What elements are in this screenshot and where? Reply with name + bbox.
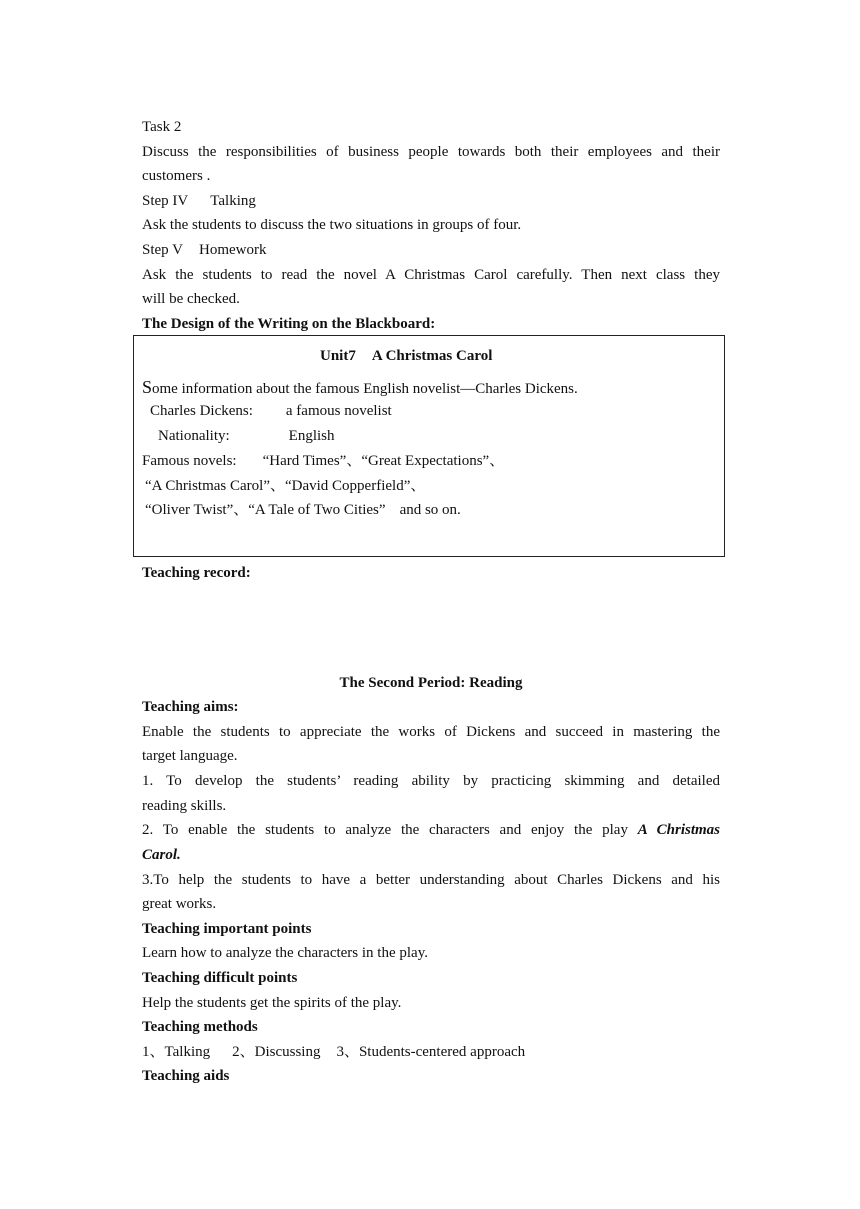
aim1-line2: reading skills.	[142, 798, 227, 814]
step5-text-line1: Ask the students to read the novel A Christmas Carol carefully. Then next class they	[142, 267, 720, 283]
step5-heading	[142, 240, 720, 260]
nationality-value: English	[288, 428, 335, 444]
step5-title: Homework	[198, 242, 267, 258]
aims-text-line2: target language.	[142, 748, 238, 764]
nationality-label: Nationality:	[158, 428, 230, 444]
method-2: 2、Discussing	[232, 1044, 321, 1060]
important-points-text: Learn how to analyze the characters in the play.	[142, 945, 428, 961]
step4-text: Ask the students to discuss the two situations in groups of four.	[142, 217, 522, 233]
step4-heading	[142, 191, 720, 211]
step5-text-line2: will be checked.	[142, 291, 240, 307]
blackboard-unit-name: A Christmas Carol	[371, 348, 493, 364]
blackboard-intro	[142, 377, 578, 399]
aims-heading: Teaching aims:	[142, 699, 239, 715]
task2-text-line2: customers .	[142, 168, 211, 184]
aim2-title-part2: Carol.	[142, 847, 181, 863]
aim2-title-part1: A Christmas	[637, 822, 721, 838]
methods-heading: Teaching methods	[142, 1019, 258, 1035]
aim3-line2: great works.	[142, 896, 217, 912]
novels-line3-end: and so on.	[399, 502, 461, 518]
novels-line1: “Hard Times”、“Great Expectations”、	[262, 453, 505, 469]
task2-label: Task 2	[142, 119, 182, 135]
second-period-heading: The Second Period: Reading	[339, 675, 523, 691]
design-heading: The Design of the Writing on the Blackboard:	[142, 316, 436, 332]
aids-heading: Teaching aids	[142, 1068, 230, 1084]
novels-label: Famous novels:	[142, 453, 237, 469]
novels-line3-titles: “Oliver Twist”、“A Tale of Two Cities”	[145, 502, 386, 518]
intro-rest: ome information about the famous English novelist—Charles Dickens.	[152, 381, 578, 397]
aims-text-line1: Enable the students to appreciate the works of Dickens and succeed in mastering the	[142, 724, 720, 740]
task2-text-line1: Discuss the responsibilities of business people towards both their employees and their	[142, 144, 720, 160]
teaching-record-heading: Teaching record:	[142, 565, 251, 581]
dickens-label: Charles Dickens:	[150, 403, 253, 419]
aim1-line1: 1. To develop the students’ reading ability by practicing skimming and detailed	[142, 773, 720, 789]
aim3-line1: 3.To help the students to have a better understanding about Charles Dickens and his	[142, 872, 720, 888]
step5-label: Step V	[142, 242, 183, 258]
dickens-value: a famous novelist	[285, 403, 392, 419]
aim2-line1	[142, 820, 720, 840]
step4-label: Step IV	[142, 193, 189, 209]
intro-first-letter: S	[142, 377, 153, 397]
methods-list	[142, 1042, 720, 1062]
dickens-row	[150, 401, 392, 421]
blackboard-title	[320, 346, 492, 366]
method-3: 3、Students-centered approach	[336, 1044, 526, 1060]
aim2-text: 2. To enable the students to analyze the characters and enjoy the play	[142, 822, 628, 838]
difficult-points-heading: Teaching difficult points	[142, 970, 298, 986]
blackboard-design-box	[133, 335, 725, 557]
novels-line2: “A Christmas Carol”、“David Copperfield”、	[145, 478, 426, 494]
important-points-heading: Teaching important points	[142, 921, 312, 937]
novels-row	[142, 451, 504, 471]
novels-line3	[145, 500, 461, 520]
method-1: 1、Talking	[142, 1044, 211, 1060]
step4-title: Talking	[210, 193, 256, 209]
nationality-row	[158, 426, 335, 446]
blackboard-unit: Unit7	[320, 348, 356, 364]
difficult-points-text: Help the students get the spirits of the play.	[142, 995, 402, 1011]
